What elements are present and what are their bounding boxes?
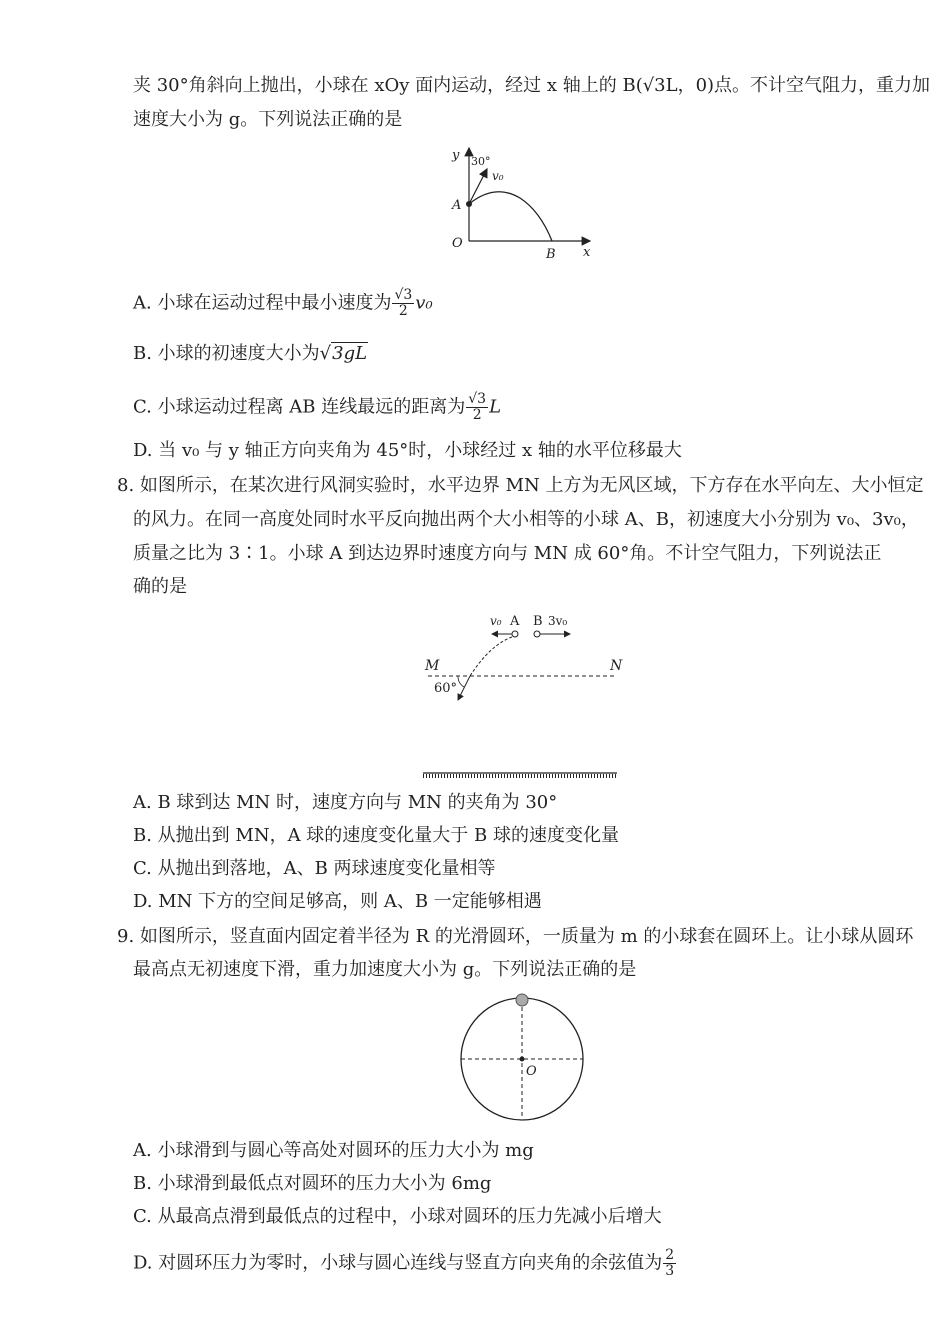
q7-figure [440, 143, 610, 268]
q7-label-y: y [452, 148, 460, 163]
q7-label-x: x [583, 245, 591, 260]
q8-label-v0: v₀ [490, 614, 502, 628]
q8-ball-a [512, 631, 518, 637]
q7-ball-a [466, 201, 472, 207]
q7-option-c-suffix: L [489, 396, 502, 418]
q7-option-a-fraction: $\frac{√3}{2}$ [394, 287, 413, 319]
q8-angle-arc [458, 676, 464, 687]
q7-v0-arrow [469, 169, 487, 204]
q8-stem-line-2: 质量之比为 3∶1。小球 A 到达边界时速度方向与 MN 成 60°角。不计空气阻力，下列说法正 [133, 543, 882, 564]
q8-label-m: M [425, 658, 440, 674]
q9-option-b: B. 小球滑到最低点对圆环的压力大小为 6mg [133, 1173, 492, 1194]
q9-option-d [133, 1248, 677, 1279]
q9-stem-line-0: 9. 如图所示，竖直面内固定着半径为 R 的光滑圆环，一质量为 m 的小球套在圆环上。让小球从圆环 [117, 926, 914, 947]
q7-label-angle: 30° [471, 155, 491, 168]
q7-label-b: B [546, 247, 556, 262]
q7-label-a: A [452, 198, 462, 213]
q9-figure [455, 993, 595, 1128]
q7-option-b: B. 小球的初速度大小为√3gL [133, 343, 368, 364]
q9-option-d-fraction [663, 1248, 676, 1279]
q9-stem-line-1: 最高点无初速度下滑，重力加速度大小为 g。下列说法正确的是 [133, 959, 637, 980]
q8-stem-line-3: 确的是 [133, 576, 187, 597]
q8-label-a: A [510, 614, 520, 629]
q7-label-v0: v₀ [492, 169, 504, 183]
q7-option-a-text: A. 小球在运动过程中最小速度为 [133, 292, 392, 314]
q9-option-a: A. 小球滑到与圆心等高处对圆环的压力大小为 mg [133, 1140, 534, 1161]
q8-option-b: B. 从抛出到 MN，A 球的速度变化量大于 B 球的速度变化量 [133, 825, 619, 846]
q7-option-d: D. 当 v₀ 与 y 轴正方向夹角为 45°时，小球经过 x 轴的水平位移最大 [133, 440, 682, 461]
q9-label-o: O [526, 1064, 537, 1079]
q7-option-b-radicand: 3gL [332, 343, 368, 364]
q8-label-n: N [610, 658, 623, 674]
q7-option-a-frac-den: 2 [398, 303, 408, 319]
q8-a-trajectory [470, 637, 512, 676]
q9-option-c: C. 从最高点滑到最低点的过程中，小球对圆环的压力先减小后增大 [133, 1206, 662, 1227]
q7-option-c-frac-num: 3 [477, 391, 487, 407]
q8-option-c: C. 从抛出到落地，A、B 两球速度变化量相等 [133, 858, 496, 879]
q8-label-angle: 60° [434, 681, 458, 696]
q7-label-o: O [452, 236, 463, 251]
q9-option-d-frac-den: 3 [665, 1263, 675, 1279]
q8-ball-b [534, 631, 540, 637]
q9-center-point [520, 1057, 525, 1062]
q7-stem-line-1: 速度大小为 g。下列说法正确的是 [133, 109, 403, 130]
q7-stem-line-0: 夹 30°角斜向上抛出，小球在 xOy 面内运动，经过 x 轴上的 B(√3L，0)点。不计空气阻力，重力加 [133, 75, 931, 96]
q7-option-b-text: B. 小球的初速度大小为 [133, 343, 320, 364]
q8-option-d: D. MN 下方的空间足够高，则 A、B 一定能够相遇 [133, 891, 542, 912]
q8-stem-line-1: 的风力。在同一高度处同时水平反向抛出两个大小相等的小球 A、B，初速度大小分别为 v₀、3v₀， [133, 509, 919, 530]
q7-option-c-fraction: $\frac{√3}{2}$ [468, 391, 487, 423]
q8-figure [420, 610, 630, 780]
q8-option-a: A. B 球到达 MN 时，速度方向与 MN 的夹角为 30° [133, 792, 558, 813]
q9-option-d-text: D. 对圆环压力为零时，小球与圆心连线与竖直方向夹角的余弦值为 [133, 1252, 663, 1274]
q9-option-d-frac-num: 2 [665, 1247, 675, 1263]
q7-option-c-frac-den: 2 [472, 407, 482, 423]
q8-label-3v0: 3v₀ [548, 614, 568, 628]
q8-stem-line-0: 8. 如图所示，在某次进行风洞实验时，水平边界 MN 上方为无风区域，下方存在水平向左、大小恒定 [117, 475, 924, 496]
q7-option-a [133, 288, 433, 319]
q8-a-crossing-arrow [458, 676, 470, 700]
q7-option-c-text: C. 小球运动过程离 AB 连线最远的距离为 [133, 396, 466, 418]
q8-label-b: B [533, 614, 543, 629]
q9-ball [516, 994, 528, 1006]
cutoff-top-line [133, 0, 913, 22]
q7-option-c [133, 392, 501, 423]
q7-option-a-frac-num: 3 [403, 287, 413, 303]
q7-option-a-suffix: v₀ [415, 292, 433, 314]
q7-trajectory [469, 192, 552, 241]
